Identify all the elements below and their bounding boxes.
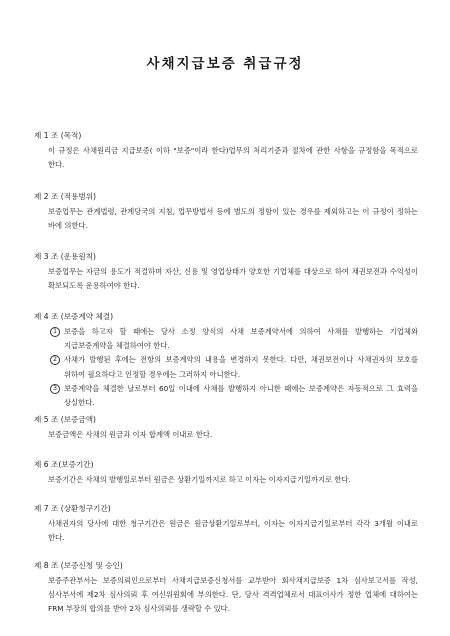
article-7 — [34, 503, 418, 545]
article-text: 보증주관부서는 보증의뢰인으로부터 사채지급보증신청서를 교부받아 회사채지급보증 1차 심사보고서를 작성, 심사부서에 제2차 심사의뢰 후 여신위원회에 부의한다. 단, 당사 격격업체로서 대표이사가 정한 업체에 대하여는 FRM 부장의 합의를 받아 2차 심사의뢰를 생략할 수 있다. — [48, 576, 418, 614]
article-heading: 제 7 조 (상환청구기간) — [34, 504, 111, 513]
article-heading: 제 6 조(보증기간) — [34, 460, 94, 469]
article-heading: 제 2 조 (적용범위) — [34, 192, 97, 201]
article-heading: 제 3 조 (운용원칙) — [34, 252, 97, 261]
article-5 — [34, 414, 418, 442]
clause-text: 사채가 발행된 후에는 전항의 보증계약의 내용을 변경하지 못한다. 다만, 채권보전이나 사채권자의 보호를 위하여 필요하다고 인정할 경우에는 그러하지 아니한다. — [64, 355, 418, 379]
article-heading: 제 8 조 (보증신청 및 승인) — [34, 561, 123, 570]
article-text: 사채권자의 당사에 대한 청구기간은 원금은 원금상환기일로부터, 이자는 이자지급기일로부터 각각 3개월 이내로 한다. — [48, 519, 418, 543]
clause-text: 보증계약을 체결한 날로부터 60일 이내에 사채를 발행하지 아니한 때에는 보증계약은 자동적으로 그 효력을 상실한다. — [64, 383, 418, 408]
clause-number: 3 — [50, 384, 60, 394]
article-text: 보증업무는 자금의 용도가 적결하며 자산, 신용 및 영업상태가 양호한 기업체를 대상으로 하여 채권보전과 수익성이 확보되도록 운용하여야 한다. — [48, 267, 418, 291]
article-2 — [34, 191, 418, 233]
article-6 — [34, 459, 418, 487]
article-1 — [34, 130, 418, 172]
article-text: 보증금액은 사채의 원금과 이자 합계액 이내로 한다. — [48, 430, 213, 439]
article-text: 보증업무는 관계법령, 관계당국의 지침, 업무방법서 등에 별도의 정함이 있는 경우를 제외하고는 이 규정이 정하는 바에 의한다. — [48, 207, 418, 231]
clause-text: 보증을 하고자 할 때에는 당사 소정 양식의 사채 보증계약서에 의하여 사채를 발행하는 기업체와 지급보증계약을 체결하여야 한다. — [64, 327, 418, 351]
clause-2 — [34, 353, 418, 381]
article-heading: 제 1 조 (목적) — [34, 131, 82, 140]
article-heading: 제 5 조 (보증금액) — [34, 415, 97, 424]
clause-3 — [34, 382, 418, 410]
article-4 — [34, 311, 418, 410]
document-title: 사채지급보증 취급규정 — [146, 56, 304, 72]
article-text: 보증기간은 사채의 발행일로부터 원금은 상환기일까지로 하고 이자는 이자지급기일까지로 한다. — [48, 475, 351, 484]
clause-1 — [34, 325, 418, 353]
article-3 — [34, 251, 418, 293]
clause-number: 1 — [50, 327, 60, 337]
article-heading: 제 4 조 (보증계약 체결) — [34, 312, 114, 321]
article-text: 이 규정은 사채원리금 지급보증( 이하 "보증"이라 한다)업무의 처리기준과 절차에 관한 사항을 규정함을 목적으로 한다. — [48, 146, 418, 170]
article-8 — [34, 560, 418, 617]
clause-number: 2 — [50, 355, 60, 365]
